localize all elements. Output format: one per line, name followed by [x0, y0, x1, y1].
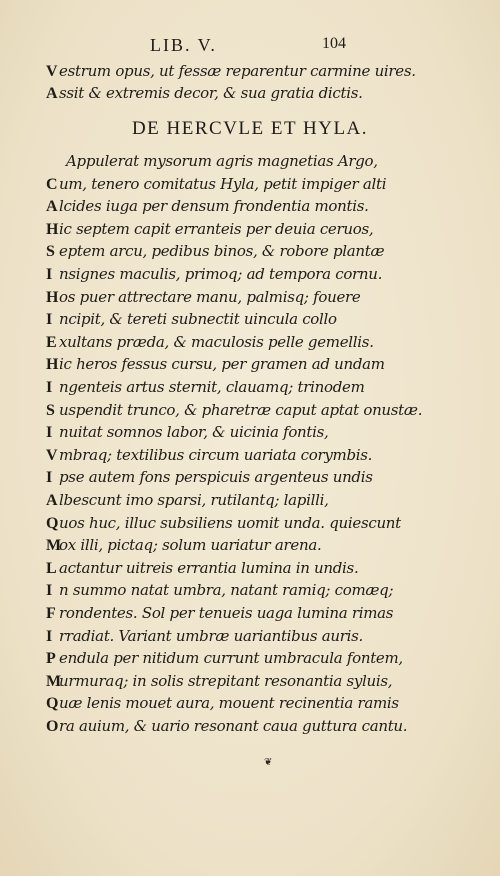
- verse-line: [46, 288, 360, 307]
- verse-initial: A: [46, 198, 58, 216]
- verse-text: mbraq; textilibus circum uariata corymbis.: [59, 445, 373, 464]
- verse-line: [46, 627, 363, 646]
- verse-initial: Q: [46, 695, 59, 713]
- poem-title: DE HERCVLE ET HYLA.: [131, 118, 369, 139]
- verse-initial: O: [46, 718, 59, 735]
- verse-line: [46, 84, 363, 103]
- verse-line: [46, 197, 369, 216]
- verse-text: ra auium, & uario resonant caua guttura cantu.: [59, 717, 408, 735]
- verse-text: xultans præda, & maculosis pelle gemellis.: [59, 332, 374, 351]
- verse-initial: I: [46, 311, 52, 329]
- book-number: LIB. V.: [150, 35, 217, 55]
- verse-line: [46, 355, 385, 374]
- verse-text: os puer attrectare manu, palmisq; fouere: [59, 287, 361, 306]
- verse-line: [46, 333, 374, 352]
- verse-text: ox illi, pictaq; solum uariatur arena.: [59, 536, 322, 555]
- verse-initial: V: [46, 446, 58, 464]
- verse-initial: I: [46, 627, 52, 645]
- verse-text: lcides iuga per densum frondentia montis.: [59, 197, 369, 216]
- verse-text: ic heros fessus cursu, per gramen ad undam: [59, 355, 385, 374]
- verse-line: [46, 649, 403, 668]
- verse-text: ncipit, & tereti subnectit uincula collo: [59, 310, 337, 329]
- verse-line: [46, 423, 329, 442]
- verse-line: [46, 672, 392, 691]
- verse-text: uspendit trunco, & pharetræ caput aptat onustæ.: [59, 400, 423, 419]
- verse-initial: F: [46, 605, 56, 622]
- verse-text: urmuraq; in solis strepitant resonantia syluis,: [59, 671, 393, 690]
- verse-initial: H: [46, 356, 59, 374]
- verse-initial: S: [46, 243, 55, 261]
- verse-line: [46, 559, 358, 578]
- verse-line: [46, 491, 329, 510]
- folio-number: 104: [322, 35, 346, 52]
- verse-line: [46, 581, 393, 600]
- verse-text: uos huc, illuc subsiliens uomit unda. quiescunt: [59, 513, 401, 532]
- verse-line: [46, 694, 399, 713]
- verse-line: [46, 514, 401, 533]
- verse-initial: I: [46, 266, 52, 283]
- verse-initial: V: [46, 63, 58, 80]
- verse-text: actantur uitreis errantia lumina in undis.: [59, 558, 359, 577]
- verse-initial: M: [46, 672, 61, 690]
- verse-text: ngenteis artus sternit, clauamq; trinodem: [59, 378, 365, 396]
- verse-initial: I: [46, 582, 52, 600]
- verse-text: uæ lenis mouet aura, mouent recinentia ramis: [59, 694, 399, 713]
- verse-initial: C: [46, 175, 58, 193]
- verse-line: [66, 152, 378, 170]
- verse-line: [46, 468, 373, 487]
- verse-line: [46, 401, 422, 420]
- verse-text: um, tenero comitatus Hyla, petit impiger alti: [59, 174, 387, 193]
- verse-line: [46, 175, 386, 194]
- verse-initial: I: [46, 379, 52, 396]
- verse-text: n summo natat umbra, natant ramiq; comæq;: [59, 581, 394, 600]
- verse-line: [46, 242, 384, 261]
- running-head: [0, 35, 500, 57]
- verse-initial: A: [46, 492, 58, 509]
- verse-line: [46, 62, 416, 81]
- verse-initial: P: [46, 650, 56, 668]
- verse-initial: M: [46, 537, 61, 555]
- verse-text: lbescunt imo sparsi, rutilantq; lapilli,: [59, 491, 329, 509]
- verse-text: estrum opus, ut fessæ reparentur carmine uires.: [59, 62, 416, 80]
- verse-text: nuitat somnos labor, & uicinia fontis,: [59, 423, 329, 442]
- verse-initial: S: [46, 401, 55, 419]
- verse-text: eptem arcu, pedibus binos, & robore plantæ: [59, 242, 385, 261]
- verse-text: ssit & extremis decor, & sua gratia dictis.: [59, 84, 363, 102]
- verse-initial: H: [46, 220, 59, 238]
- verse-text: rradiat. Variant umbræ uariantibus auris.: [59, 626, 363, 645]
- verse-initial: H: [46, 288, 59, 306]
- verse-initial: E: [46, 333, 57, 351]
- verse-initial: A: [46, 85, 58, 102]
- verse-line: [46, 220, 373, 239]
- verse-initial: I: [46, 469, 52, 487]
- verse-line: [46, 536, 321, 555]
- verse-line: [46, 446, 372, 465]
- verse-line: [46, 310, 337, 329]
- verse-initial: Q: [46, 514, 59, 532]
- verse-text: ic septem capit erranteis per deuia ceruos,: [59, 219, 374, 238]
- verse-line: [46, 378, 365, 397]
- verse-line: [46, 604, 393, 623]
- verse-text: pse autem fons perspicuis argenteus undis: [59, 468, 373, 487]
- verse-line: [46, 265, 382, 284]
- verse-initial: I: [46, 424, 52, 442]
- verse-initial: L: [46, 559, 57, 577]
- verse-text: rondentes. Sol per tenueis uaga lumina rimas: [59, 604, 394, 622]
- verse-text: endula per nitidum currunt umbracula fontem,: [59, 649, 403, 668]
- verse-text: Appulerat mysorum agris magnetias Argo,: [66, 152, 378, 170]
- verse-line: [46, 717, 407, 736]
- verse-text: nsignes maculis, primoq; ad tempora cornu.: [59, 265, 383, 283]
- ornament-mark: ❦: [264, 757, 273, 768]
